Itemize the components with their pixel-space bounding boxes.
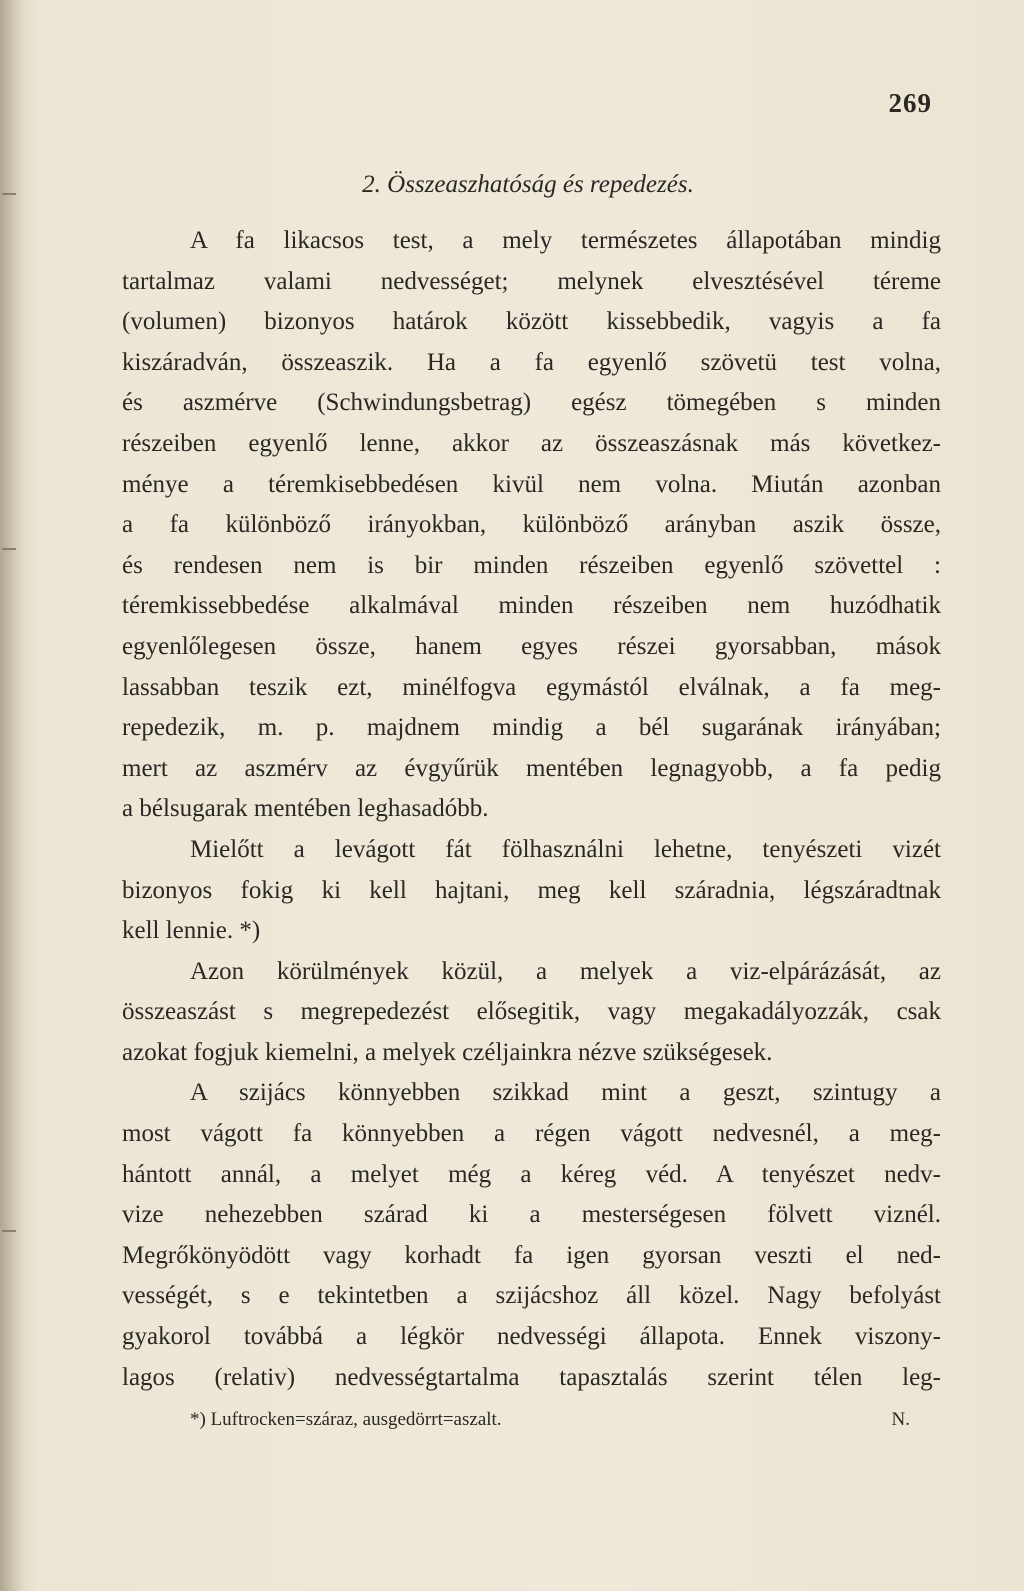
edge-mark: [2, 548, 16, 550]
text-line: most vágott fa könnyebben a régen vágott nedvesnél, a meg-: [122, 1120, 941, 1148]
text-line: kell lennie. *): [122, 917, 261, 945]
text-line: és rendesen nem is bir minden részeiben egyenlő szövettel :: [122, 551, 941, 579]
text-line: részeiben egyenlő lenne, akkor az összeaszásnak más következ-: [122, 429, 941, 457]
text-line: téremkissebbedése alkalmával minden részeiben nem huzódhatik: [122, 592, 941, 620]
text-line: lassabban teszik ezt, minélfogva egymástól elválnak, a fa meg-: [122, 673, 941, 701]
text-line: egyenlőlegesen össze, hanem egyes részei gyorsabban, mások: [122, 632, 941, 660]
text-line: A fa likacsos test, a mely természetes állapotában mindig: [190, 227, 941, 254]
text-line: A szijács könnyebben szikkad mint a geszt, szintugy a: [190, 1079, 941, 1107]
text-line: (volumen) bizonyos határok között kissebbedik, vagyis a fa: [122, 308, 941, 336]
text-line: és aszmérve (Schwindungsbetrag) egész tömegében s minden: [122, 389, 941, 417]
text-line: hántott annál, a melyet még a kéreg véd. A tenyészet nedv-: [122, 1160, 941, 1188]
text-line: Megrőkönyödött vagy korhadt fa igen gyorsan veszti el ned-: [122, 1241, 941, 1269]
footnote-text: *) Luftrocken=száraz, ausgedörrt=aszalt.: [190, 1409, 502, 1430]
edge-mark: [2, 1230, 16, 1232]
text-line: kiszáradván, összeaszik. Ha a fa egyenlő szövetü test volna,: [122, 348, 941, 376]
text-line: Azon körülmények közül, a melyek a viz-elpárázását, az: [190, 957, 941, 985]
text-line: lagos (relativ) nedvességtartalma tapasztalás szerint télen leg-: [122, 1363, 941, 1391]
text-line: azokat fogjuk kiemelni, a melyek czéljainkra nézve szükségesek.: [122, 1038, 773, 1066]
text-line: ménye a téremkisebbedésen kivül nem volna. Miután azonban: [122, 470, 941, 498]
text-line: Mielőtt a levágott fát fölhasználni lehetne, tenyészeti vizét: [190, 835, 941, 863]
footnote-signature: N.: [891, 1409, 910, 1430]
text-line: összeaszást s megrepedezést elősegitik, vagy megakadályozzák, csak: [122, 998, 941, 1026]
text-line: gyakorol továbbá a légkör nedvességi állapota. Ennek viszony-: [122, 1323, 941, 1351]
text-line: a fa különböző irányokban, különböző arányban aszik össze,: [122, 511, 941, 539]
text-line: vize nehezebben szárad ki a mesterségesen fölvett viznél.: [122, 1201, 941, 1229]
text-line: tartalmaz valami nedvességet; melynek elvesztésével téreme: [122, 267, 941, 295]
text-line: vességét, s e tekintetben a szijácshoz áll közel. Nagy befolyást: [122, 1282, 941, 1310]
footnote: [190, 1409, 910, 1431]
body-text: [122, 221, 941, 1398]
section-heading: 2. Összeaszhatóság és repedezés.: [362, 171, 694, 198]
text-line: mert az aszmérv az évgyűrük mentében legnagyobb, a fa pedig: [122, 754, 941, 782]
page-number: 269: [888, 88, 932, 118]
gutter-shadow: [0, 0, 26, 1591]
text-line: a bélsugarak mentében leghasadóbb.: [122, 795, 489, 823]
text-line: repedezik, m. p. majdnem mindig a bél sugarának irányában;: [122, 714, 941, 742]
text-line: bizonyos fokig ki kell hajtani, meg kell száradnia, légszáradtnak: [122, 876, 941, 904]
